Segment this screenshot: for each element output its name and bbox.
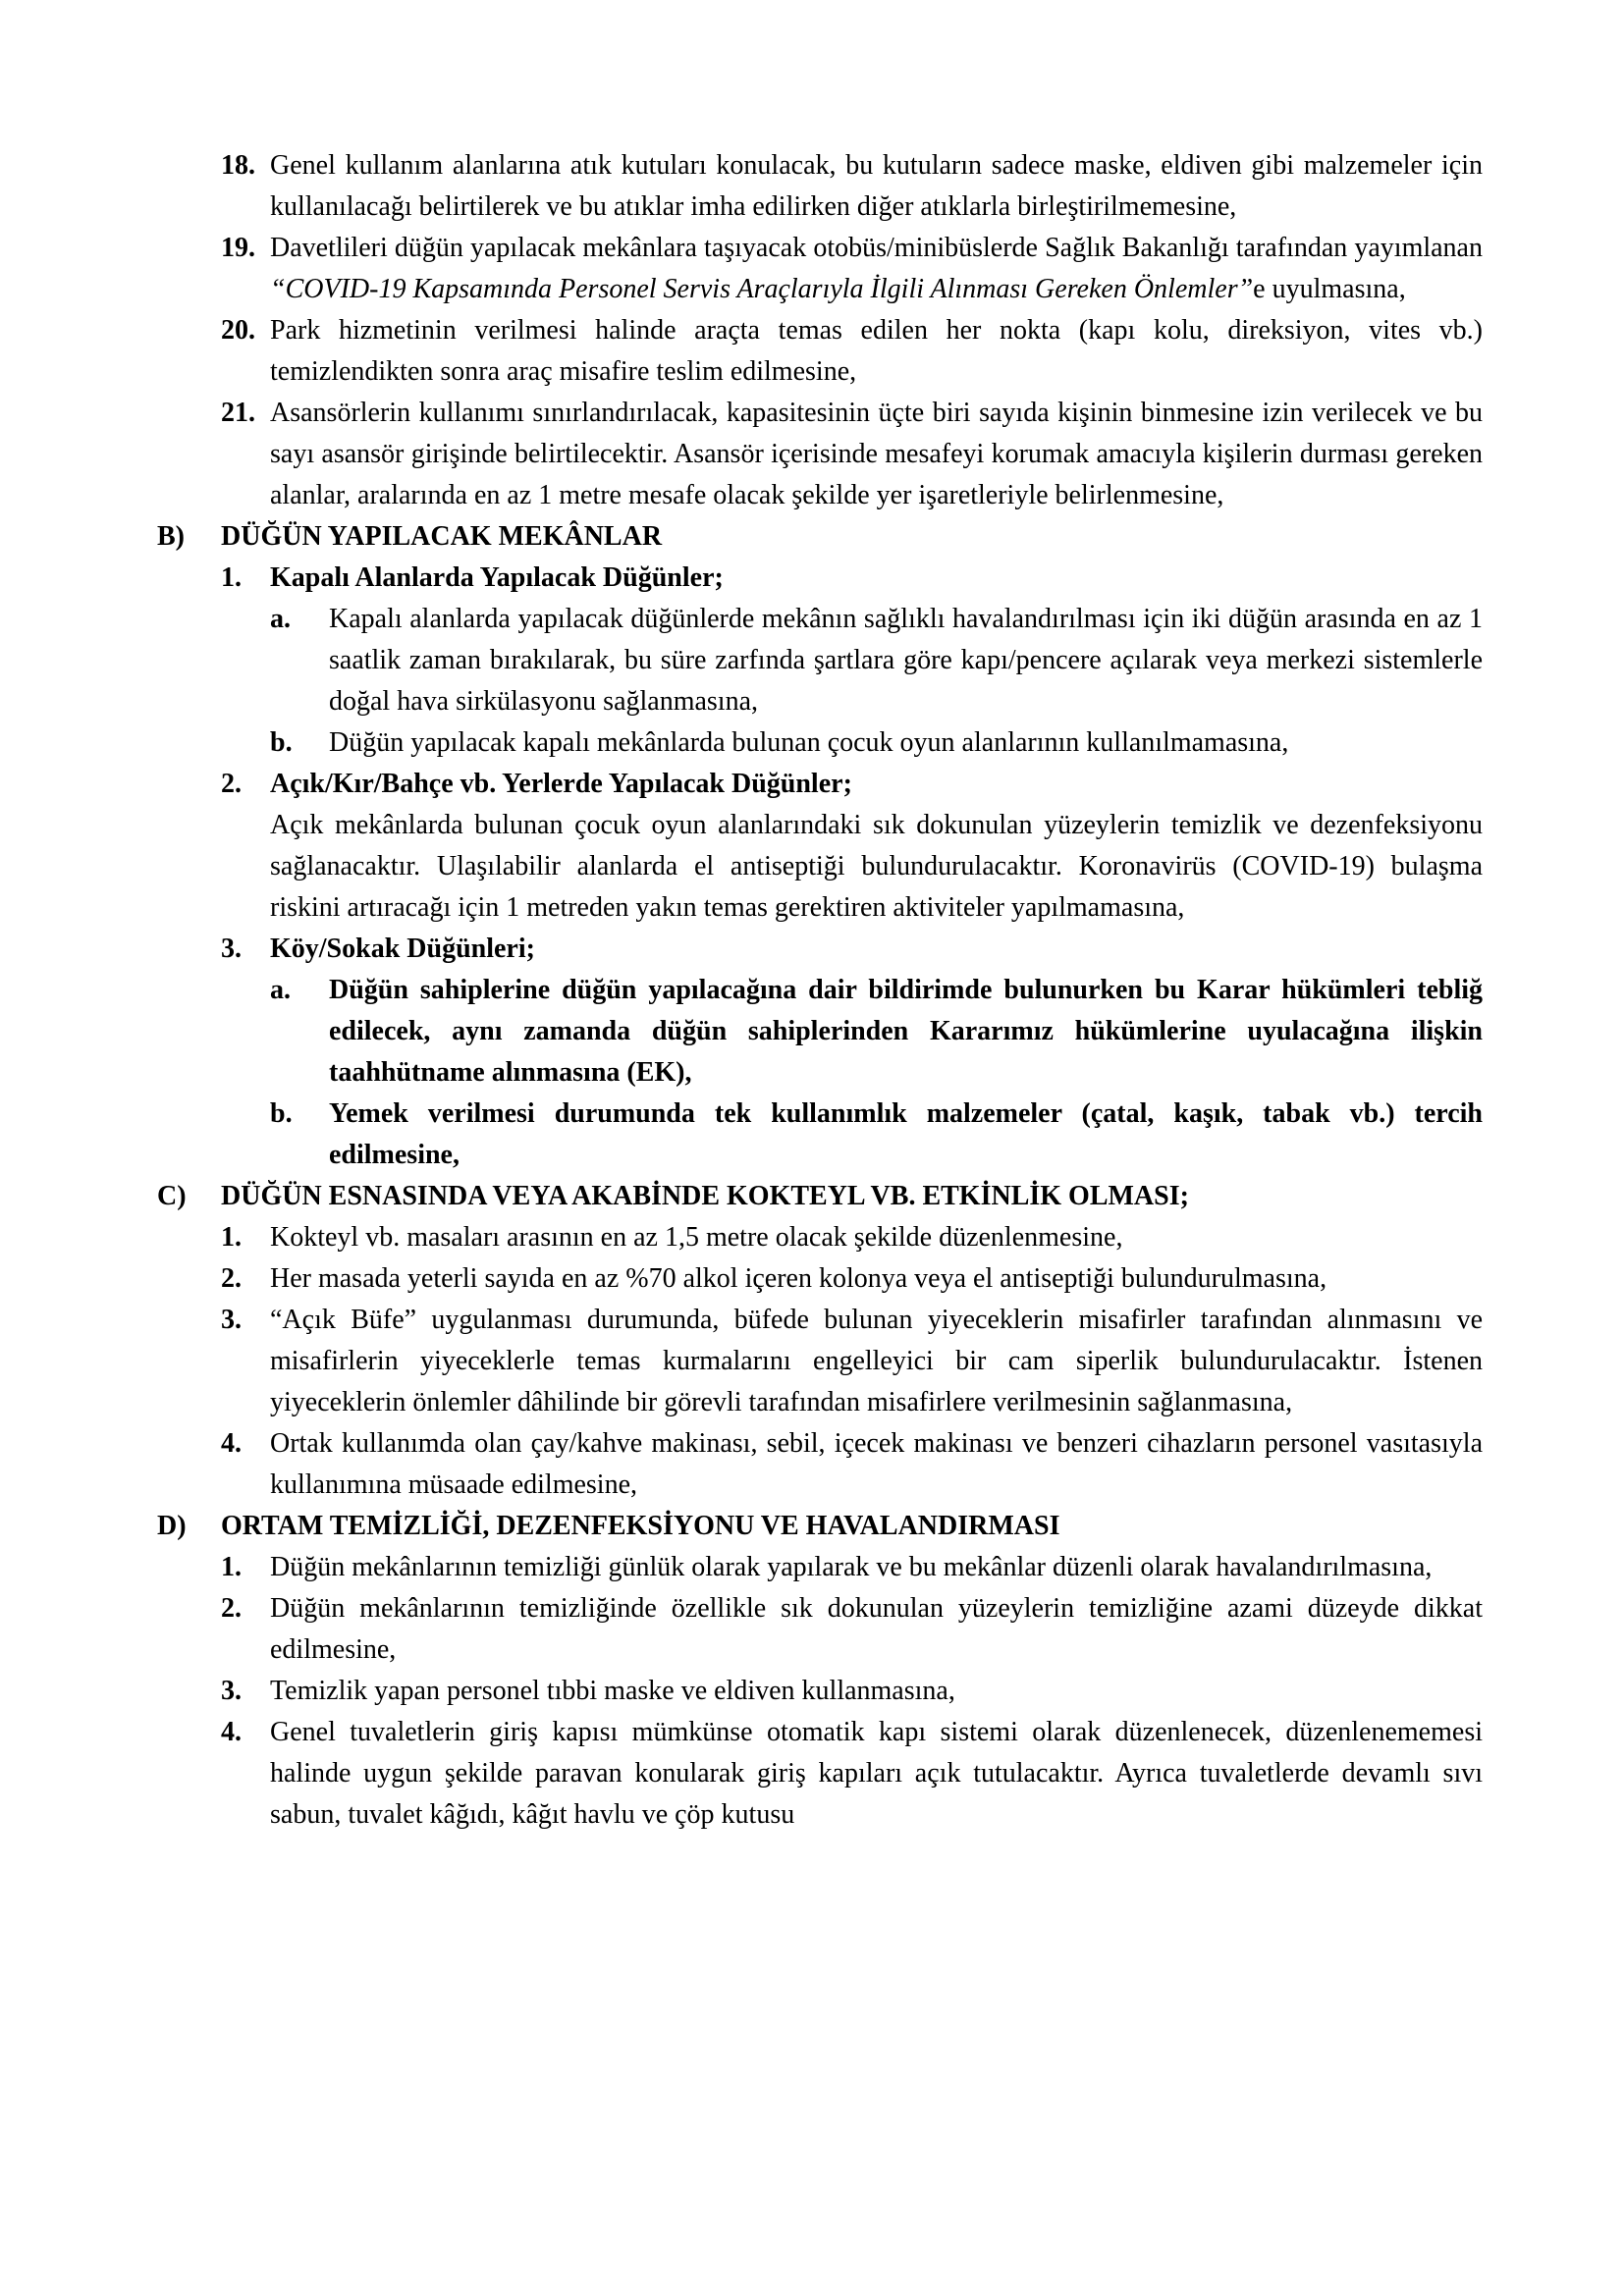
subitem-text: Yemek verilmesi durumunda tek kullanımlık malzemeler (çatal, kaşık, tabak vb.) tercih edilmesine, [329,1098,1483,1170]
section-d-heading [157,1506,1483,1547]
item-text: “Açık Büfe” uygulanması durumunda, büfede bulunan yiyeceklerin misafirler tarafından alınmasını ve misafirlerin yiyeceklerle temas kurmalarını engelleyici bir cam siperlik bulundurulacaktır. İstenen yiyeceklerin önlemler dâhilinde bir görevli tarafından misafirlere verilmesinin sağlanmasına, [270,1305,1483,1417]
item-number: 2. [221,1593,242,1624]
item-text [270,228,1483,310]
item-number: 3. [221,1305,242,1335]
subitem-b1b [157,722,1483,764]
item-number: 2. [221,1263,242,1294]
subsection-title: Köy/Sokak Düğünleri; [270,934,535,964]
list-item-c1 [157,1217,1483,1258]
guideline-title: “COVID-19 Kapsamında Personel Servis Araçlarıyla İlgili Alınması Gereken Önlemler” [270,274,1254,304]
subitem-b3b [157,1094,1483,1176]
list-item-d3 [157,1671,1483,1712]
subitem-b1a [157,599,1483,722]
section-title: ORTAM TEMİZLİĞİ, DEZENFEKSİYONU VE HAVALANDIRMASI [221,1511,1060,1541]
subitem-text: Düğün yapılacak kapalı mekânlarda bulunan çocuk oyun alanlarının kullanılmamasına, [329,727,1289,758]
section-title: DÜĞÜN YAPILACAK MEKÂNLAR [221,521,663,552]
item-number: 1. [221,1222,242,1253]
item-text: Asansörlerin kullanımı sınırlandırılacak, kapasitesinin üçte biri sayıda kişinin binmesine izin verilecek ve bu sayı asansör girişinde belirtilecektir. Asansör içerisinde mesafeyi korumak amacıyla kişilerin durması gereken alanlar, aralarında en az 1 metre mesafe olacak şekilde yer işaretleriyle belirlenmesine, [270,398,1483,510]
subsection-b1-heading [157,558,1483,599]
list-item-d2 [157,1588,1483,1671]
subitem-letter: b. [270,727,293,758]
item-number: 4. [221,1717,242,1747]
item-text: Ortak kullanımda olan çay/kahve makinası, sebil, içecek makinası ve benzeri cihazların personel vasıtasıyla kullanımına müsaade edilmesine, [270,1428,1483,1500]
document-page [157,145,1483,1836]
list-item-18 [157,145,1483,228]
item-text: Düğün mekânlarının temizliği günlük olarak yapılarak ve bu mekânlar düzenli olarak havalandırılmasına, [270,1552,1433,1582]
section-label: D) [157,1511,187,1541]
subitem-letter: b. [270,1098,293,1129]
list-item-d1 [157,1547,1483,1588]
list-item-c4 [157,1423,1483,1506]
subitem-letter: a. [270,604,291,634]
section-label: C) [157,1181,187,1211]
subsection-b3-heading [157,929,1483,970]
list-item-19 [157,228,1483,310]
subitem-text: Düğün sahiplerine düğün yapılacağına dair bildirimde bulunurken bu Karar hükümleri tebliğ edilecek, aynı zamanda düğün sahiplerinden Kararımız hükümlerine uyulacağına ilişkin taahhütname alınmasına (EK), [329,975,1483,1088]
item-number: 4. [221,1428,242,1459]
item-text: Park hizmetinin verilmesi halinde araçta temas edilen her nokta (kapı kolu, direksiyon, vites vb.) temizlendikten sonra araç misafire teslim edilmesine, [270,315,1483,387]
item-number: 20. [221,315,255,346]
subsection-b2-paragraph: Açık mekânlarda bulunan çocuk oyun alanlarındaki sık dokunulan yüzeylerin temizlik ve dezenfeksiyonu sağlanacaktır. Ulaşılabilir alanlarda el antiseptiği bulundurulacaktır. Koronavirüs (COVID-19) bulaşma riskini artıracağı için 1 metreden yakın temas gerektiren aktiviteler yapılmamasına, [270,810,1483,923]
item-number: 3. [221,934,242,964]
subsection-title: Açık/Kır/Bahçe vb. Yerlerde Yapılacak Düğünler; [270,769,852,799]
item-number: 2. [221,769,242,799]
item-text-end: e uyulmasına, [1253,274,1406,304]
list-item-d4 [157,1712,1483,1836]
list-item-21 [157,393,1483,516]
item-number: 21. [221,398,255,428]
item-number: 3. [221,1676,242,1706]
item-text: Kokteyl vb. masaları arasının en az 1,5 metre olacak şekilde düzenlenmesine, [270,1222,1123,1253]
item-number: 1. [221,1552,242,1582]
list-item-c2 [157,1258,1483,1300]
item-text: Genel tuvaletlerin giriş kapısı mümkünse otomatik kapı sistemi olarak düzenlenecek, düzenlenememesi halinde uygun şekilde paravan konularak giriş kapıları açık tutulacaktır. Ayrıca tuvaletlerde devamlı sıvı sabun, tuvalet kâğıdı, kâğıt havlu ve çöp kutusu [270,1717,1483,1830]
subsection-title: Kapalı Alanlarda Yapılacak Düğünler; [270,562,724,593]
item-text: Her masada yeterli sayıda en az %70 alkol içeren kolonya veya el antiseptiği bulundurulmasına, [270,1263,1327,1294]
subitem-b3a [157,970,1483,1094]
list-item-c3 [157,1300,1483,1423]
list-item-20 [157,310,1483,393]
item-number: 18. [221,150,255,181]
item-text-start: Davetlileri düğün yapılacak mekânlara taşıyacak otobüs/minibüslerde Sağlık Bakanlığı tarafından yayımlanan [270,233,1483,263]
item-number: 1. [221,562,242,593]
item-text: Genel kullanım alanlarına atık kutuları konulacak, bu kutuların sadece maske, eldiven gibi malzemeler için kullanılacağı belirtilerek ve bu atıklar imha edilirken diğer atıklarla birleştirilmemesine, [270,150,1483,222]
section-title: DÜĞÜN ESNASINDA VEYA AKABİNDE KOKTEYL VB. ETKİNLİK OLMASI; [221,1181,1189,1211]
section-label: B) [157,521,185,552]
item-text: Temizlik yapan personel tıbbi maske ve eldiven kullanmasına, [270,1676,955,1706]
item-number: 19. [221,233,255,263]
subitem-letter: a. [270,975,291,1005]
section-c-heading [157,1176,1483,1217]
item-text: Düğün mekânlarının temizliğinde özellikle sık dokunulan yüzeylerin temizliğine azami düzeyde dikkat edilmesine, [270,1593,1483,1665]
subitem-text: Kapalı alanlarda yapılacak düğünlerde mekânın sağlıklı havalandırılması için iki düğün arasında en az 1 saatlik zaman bırakılarak, bu süre zarfında şartlara göre kapı/pencere açılarak veya merkezi sistemlerle doğal hava sirkülasyonu sağlanmasına, [329,604,1483,717]
section-b-heading [157,516,1483,558]
subsection-b2-heading [157,764,1483,805]
